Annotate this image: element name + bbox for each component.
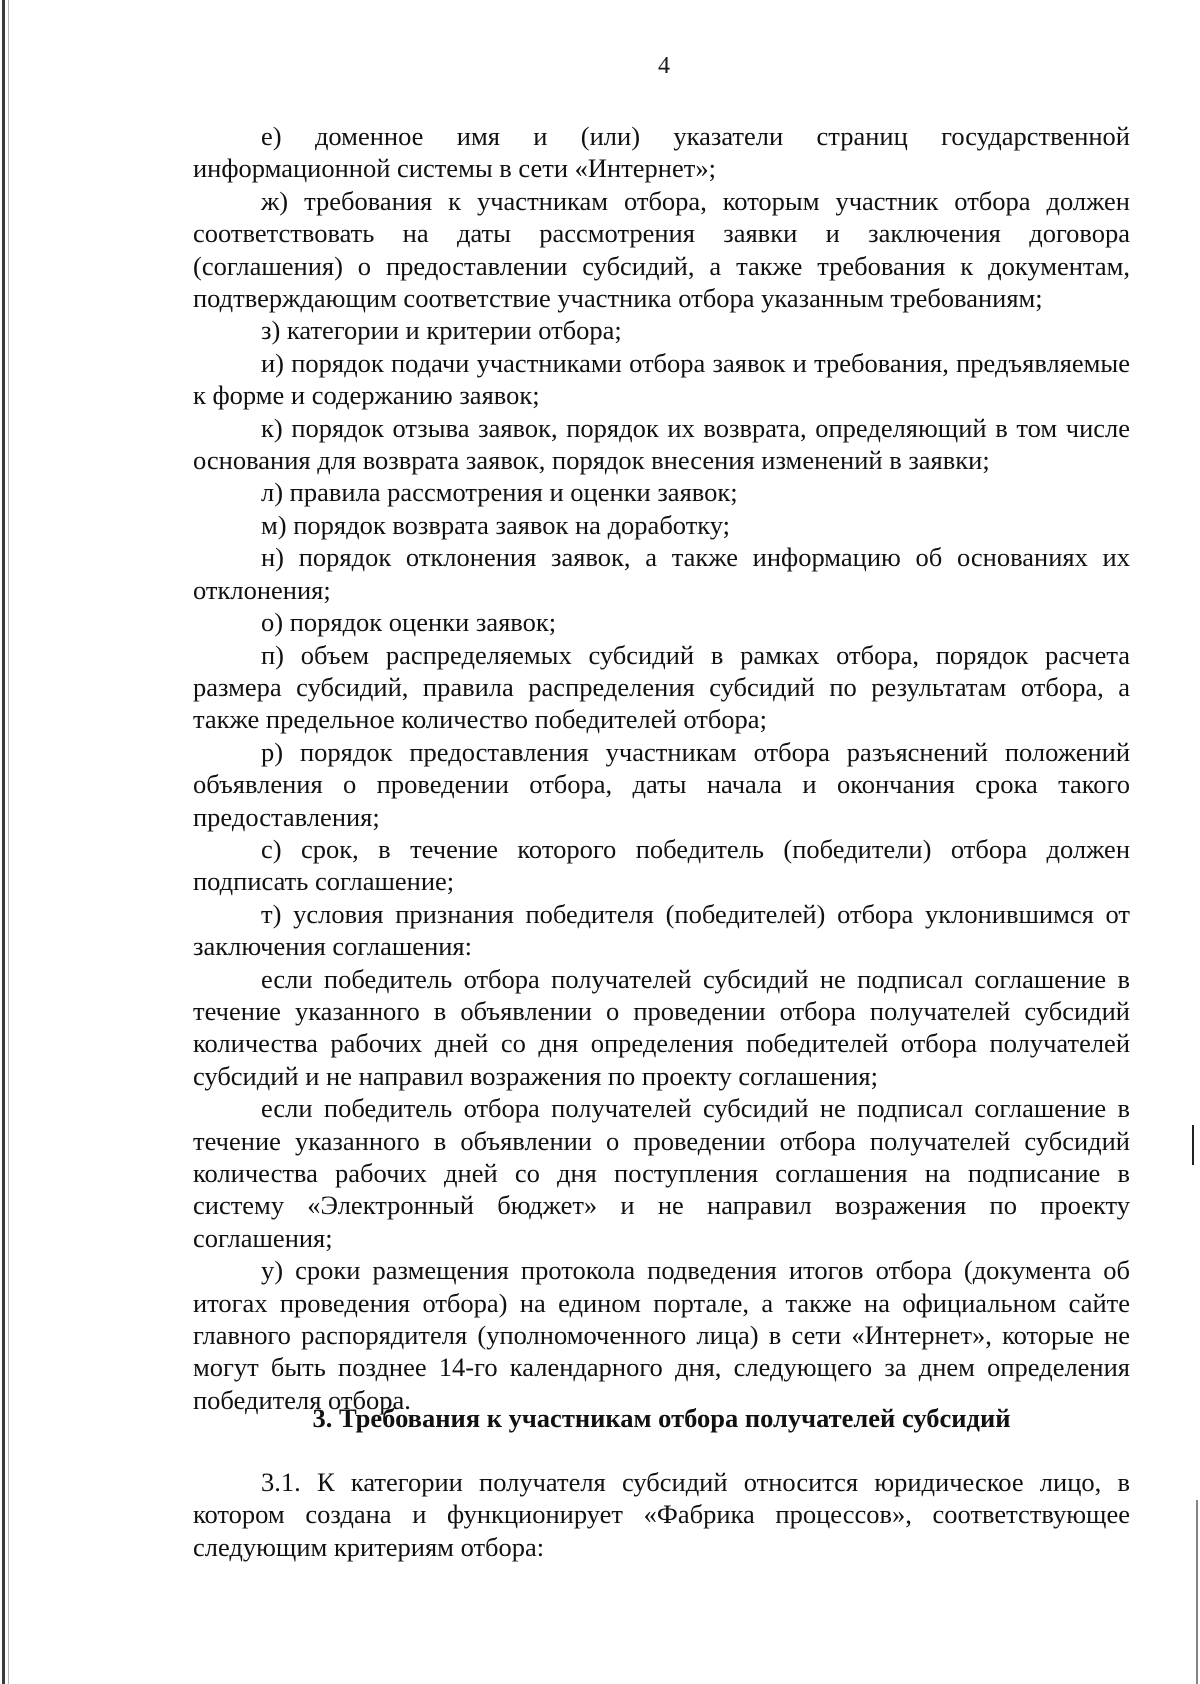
scan-edge-left-faint	[8, 0, 9, 1684]
paragraph-3-1: 3.1. К категории получателя субсидий относится юридическое лицо, в котором создана и функционирует «Фабрика процессов», соответствующее следующим критериям отбора:	[193, 1467, 1130, 1562]
body-text	[193, 120, 1130, 1416]
paragraph-o: о) порядок оценки заявок;	[261, 607, 557, 638]
paragraph-m: м) порядок возврата заявок на доработку;	[261, 509, 731, 540]
paragraph-z: з) категории и критерии отбора;	[261, 315, 622, 346]
paragraph-u: у) сроки размещения протокола подведения итогов отбора (документа об итогах проведения отбора) на едином портале, а также на официальном сайте главного распорядителя (уполномоченного лица) в сети «Интернет», которые не могут быть позднее 14-го календарного дня, следующего за днем определения победителя отбора.	[193, 1255, 1130, 1415]
paragraph-k: к) порядок отзыва заявок, порядок их возврата, определяющий в том числе основания для возврата заявок, порядок внесения изменений в заявки;	[193, 412, 1130, 476]
paragraph-e: е) доменное имя и (или) указатели страниц государственной информационной системы в сети «Интернет»;	[193, 121, 1130, 184]
paragraph-r: р) порядок предоставления участникам отбора разъяснений положений объявления о проведении отбора, даты начала и окончания срока такого предоставления;	[193, 736, 1130, 832]
paragraph-p: п) объем распределяемых субсидий в рамках отбора, порядок расчета размера субсидий, правила распределения субсидий по результатам отбора, а также предельное количество победителей отбора;	[193, 639, 1130, 735]
paragraph-i: и) порядок подачи участниками отбора заявок и требования, предъявляемые к форме и содержанию заявок;	[193, 347, 1130, 411]
paragraph-t-case-2: если победитель отбора получателей субсидий не подписал соглашение в течение указанного в объявлении о проведении отбора получателей субсидий количества рабочих дней со дня поступления соглашения на подписание в систему «Электронный бюджет» и не направил возражения по проекту соглашения;	[193, 1093, 1130, 1253]
paragraph-l: л) правила рассмотрения и оценки заявок;	[261, 477, 738, 508]
paragraph-zh: ж) требования к участникам отбора, которым участник отбора должен соответствовать на даты рассмотрения заявки и заключения договора (соглашения) о предоставлении субсидий, а также требования к документам, подтверждающим соответствие участника отбора указанным требованиям;	[193, 185, 1130, 314]
page-number: 4	[658, 53, 670, 79]
scan-mark-right	[1192, 1125, 1194, 1165]
paragraph-t: т) условия признания победителя (победителей) отбора уклонившимся от заключения соглашения:	[193, 898, 1130, 962]
section-heading: 3. Требования к участникам отбора получателей субсидий	[312, 1403, 1011, 1433]
paragraph-n: н) порядок отклонения заявок, а также информацию об основаниях их отклонения;	[193, 542, 1130, 605]
paragraph-t-case-1: если победитель отбора получателей субсидий не подписал соглашение в течение указанного в объявлении о проведении отбора получателей субсидий количества рабочих дней со дня определения победителей отбора получателей субсидий и не направил возражения по проекту соглашения;	[193, 963, 1130, 1091]
scan-edge-right	[1196, 1500, 1198, 1684]
scan-edge-left	[2, 0, 5, 1684]
paragraph-s: с) срок, в течение которого победитель (победители) отбора должен подписать соглашение;	[193, 833, 1130, 897]
section-body	[193, 1466, 1130, 1563]
